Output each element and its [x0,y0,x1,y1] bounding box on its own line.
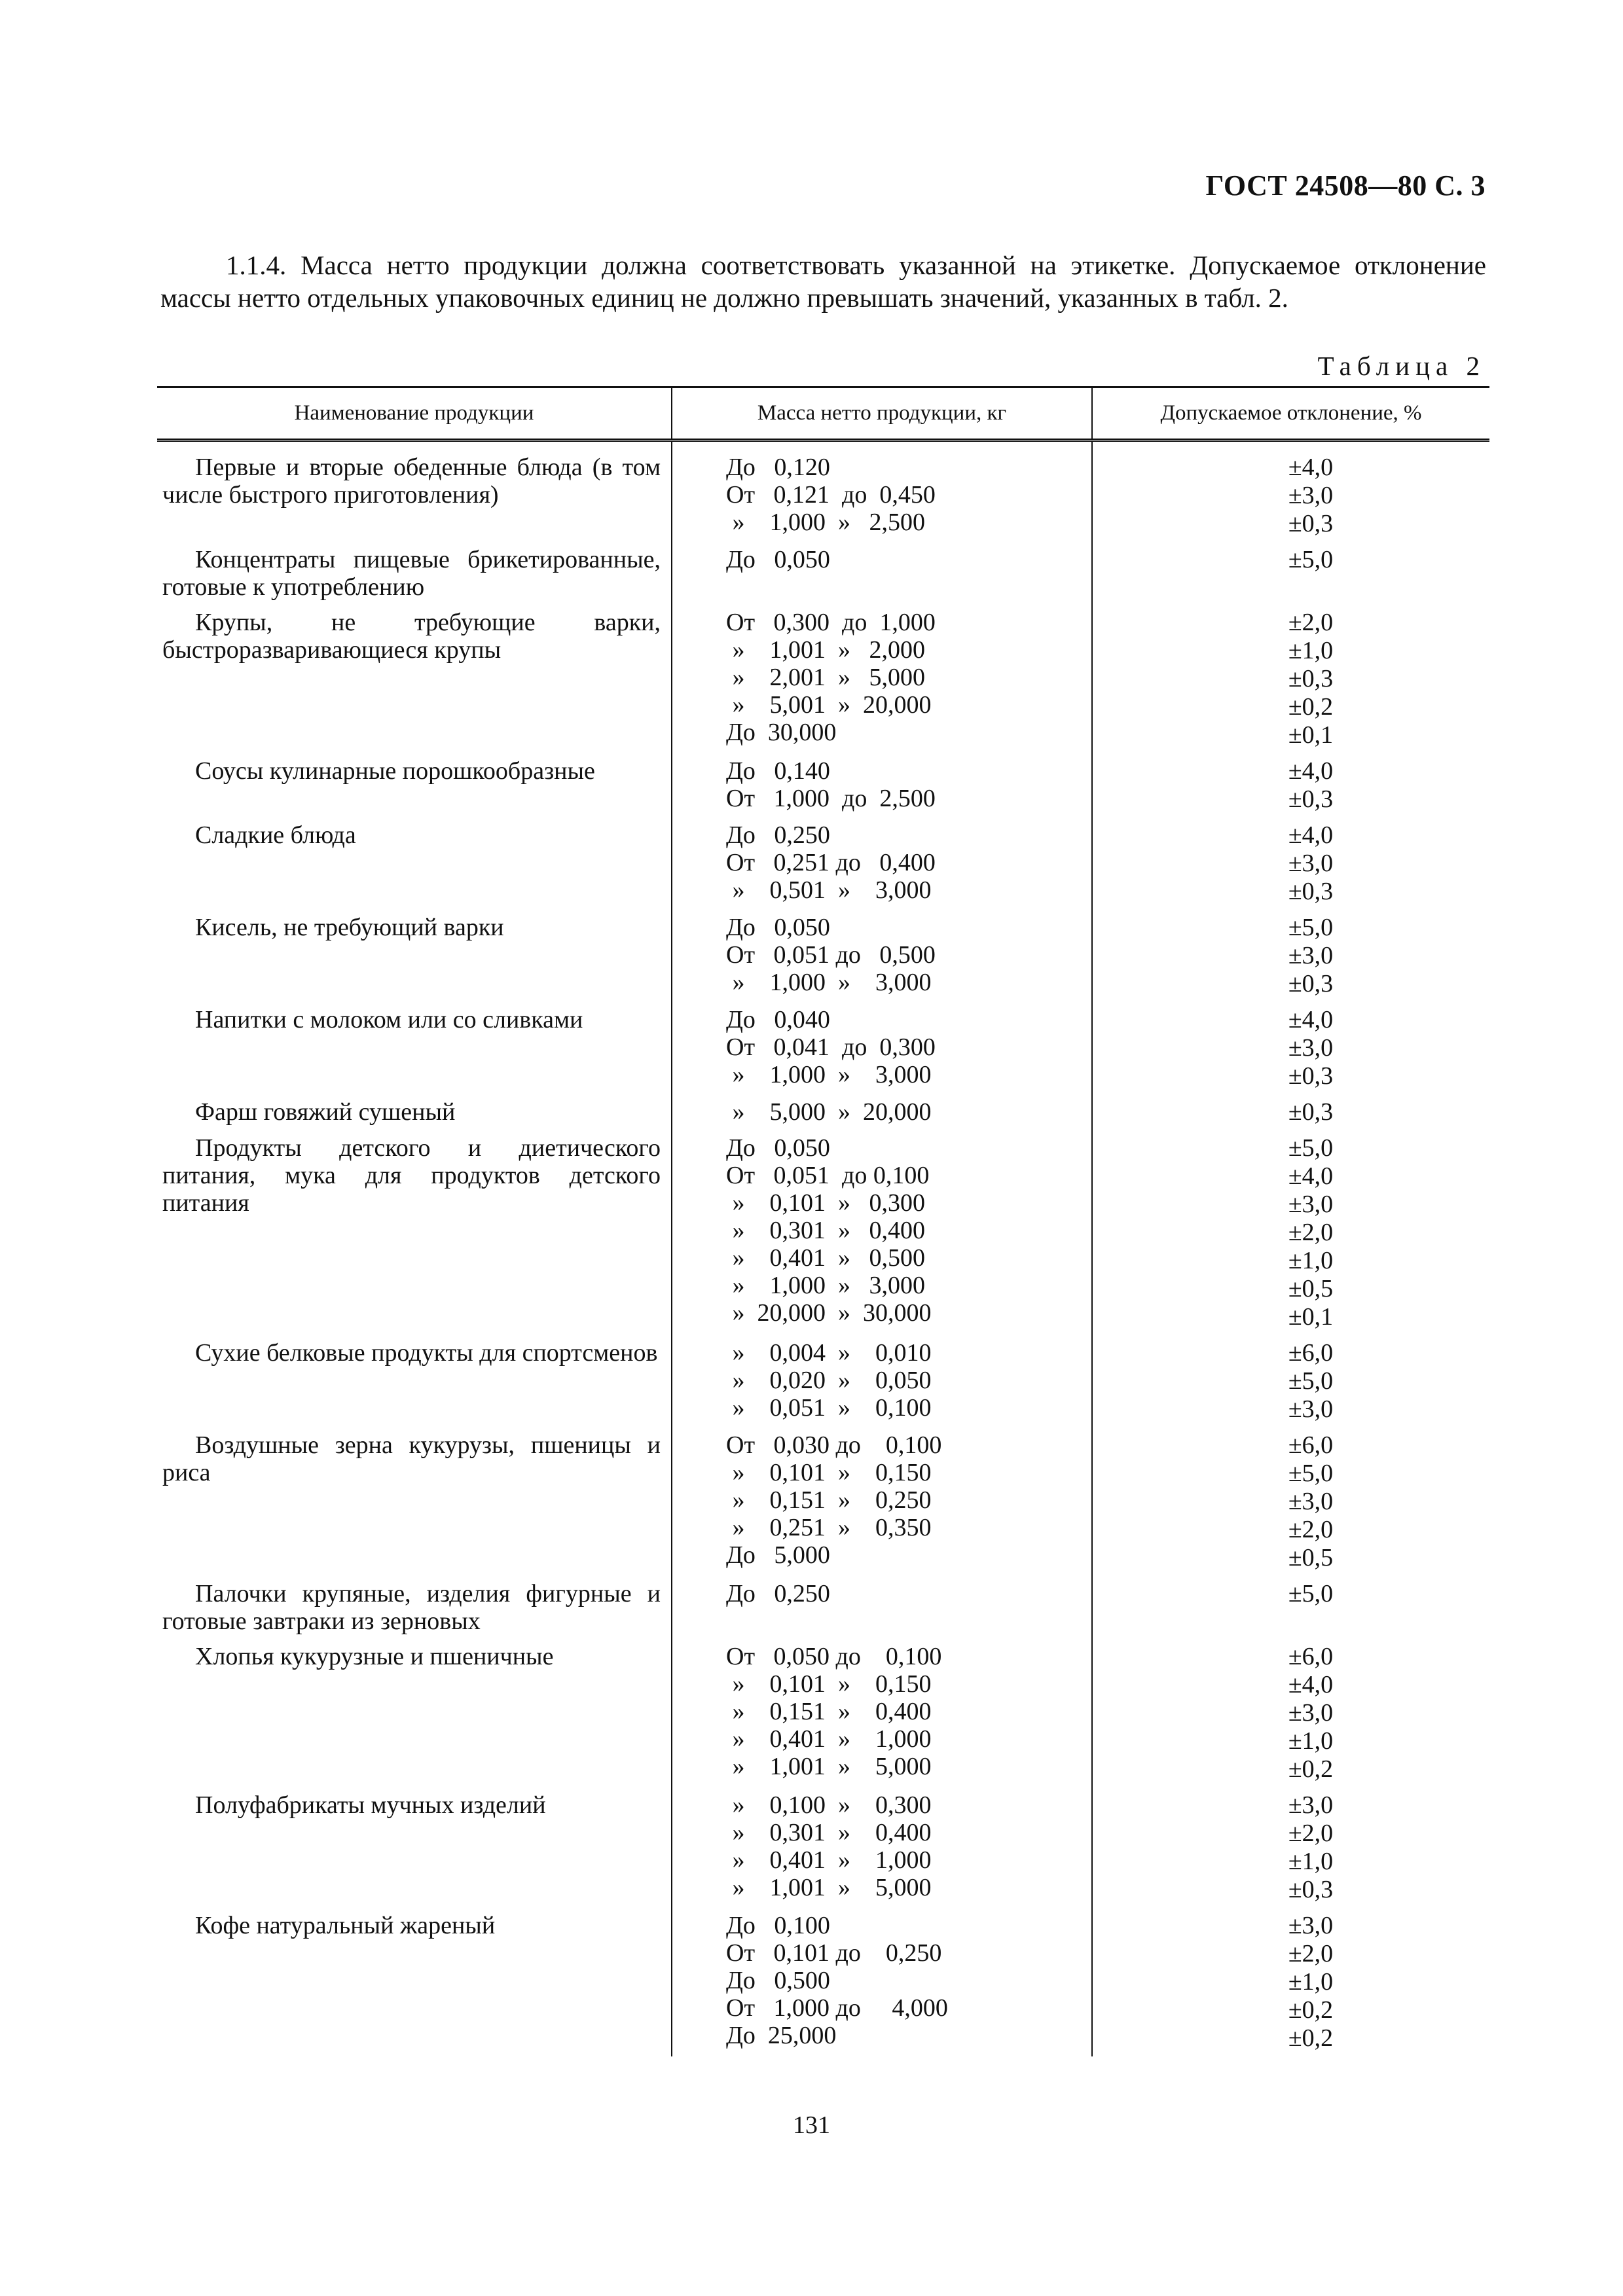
column-header-deviation: Допускаемое отклонение, % [1092,387,1489,440]
mass-cell [672,1094,1092,1130]
deviation-value: ±6,0 [1288,1431,1334,1459]
mass-range: » 0,051 » 0,100 [726,1394,932,1422]
table-row [157,817,1489,910]
product-name-cell: Палочки крупяные, изделия фигурные и готовые завтраки из зерновых [162,1580,661,1635]
deviation-value: ±2,0 [1288,1219,1334,1246]
deviation-value: ±0,1 [1288,721,1334,749]
deviation-value: ±3,0 [1288,1034,1334,1062]
table-caption: Таблица 2 [1317,351,1486,381]
mass-range: » 2,001 » 5,000 [726,664,925,691]
column-header-product: Наименование продукции [157,387,672,440]
product-name-cell: Первые и вторые обеденные блюда (в том числе быстрого приготовления) [162,454,661,509]
table-container [157,386,1489,2056]
mass-range: » 1,000 » 2,500 [726,509,925,536]
mass-range: » 0,151 » 0,400 [726,1698,932,1725]
mass-range: » 5,000 » 20,000 [726,1098,932,1126]
product-name-cell: Продукты детского и диетического питания, мука для продуктов детского питания [162,1134,661,1217]
mass-range: » 0,401 » 1,000 [726,1846,932,1874]
deviation-cell [1092,1335,1489,1427]
product-name-cell: Сухие белковые продукты для спортсменов [195,1339,658,1367]
deviation-value: ±2,0 [1288,609,1334,636]
table-row [157,1427,1489,1576]
deviation-value: ±0,3 [1288,1098,1334,1126]
deviation-value: ±6,0 [1288,1643,1334,1670]
mass-range: От 0,121 до 0,450 [726,481,936,509]
mass-range: До 25,000 [726,2022,837,2049]
mass-range: » 1,001 » 2,000 [726,636,925,664]
deviation-value: ±3,0 [1288,1395,1334,1423]
deviation-value: ±0,3 [1288,878,1334,905]
deviation-value: ±1,0 [1288,1247,1334,1274]
deviation-value: ±5,0 [1288,914,1334,941]
deviation-value: ±0,3 [1288,1876,1334,1903]
mass-cell [672,817,1092,910]
deviation-value: ±5,0 [1288,546,1334,573]
table-row [157,1908,1489,2056]
mass-range: » 0,401 » 0,500 [726,1244,925,1272]
mass-range: » 1,000 » 3,000 [726,1061,932,1088]
deviation-value: ±3,0 [1288,1791,1334,1819]
deviation-cell [1092,605,1489,753]
mass-range: » 0,101 » 0,150 [726,1459,932,1486]
table-head [157,387,1489,440]
deviation-value: ±3,0 [1288,1191,1334,1218]
mass-range: От 0,251 до 0,400 [726,849,936,876]
mass-range: От 0,051 до 0,100 [726,1162,930,1189]
deviation-value: ±4,0 [1288,821,1334,849]
table-body [157,440,1489,2057]
table-row [157,1002,1489,1094]
product-name-cell: Напитки с молоком или со сливками [195,1006,583,1033]
mass-range: До 0,120 [726,454,830,481]
deviation-value: ±1,0 [1288,637,1334,664]
deviation-value: ±0,3 [1288,665,1334,692]
deviation-value: ±4,0 [1288,757,1334,785]
deviation-cell [1092,1908,1489,2056]
table-row [157,440,1489,543]
deviation-value: ±3,0 [1288,942,1334,969]
deviation-value: ±3,0 [1288,1488,1334,1515]
mass-cell [672,1130,1092,1335]
deviation-value: ±0,3 [1288,970,1334,997]
mass-range: До 0,500 [726,1967,830,1994]
deviation-value: ±3,0 [1288,850,1334,877]
deviation-cell [1092,1094,1489,1130]
deviation-value: ±5,0 [1288,1367,1334,1395]
deviation-cell [1092,1427,1489,1576]
deviation-cell [1092,1787,1489,1908]
deviation-cell [1092,910,1489,1002]
mass-range: » 20,000 » 30,000 [726,1299,932,1327]
table-row [157,910,1489,1002]
deviation-cell [1092,1639,1489,1787]
table-row [157,1094,1489,1130]
mass-range: От 0,050 до 0,100 [726,1643,942,1670]
mass-range: До 0,050 [726,546,830,573]
table-row [157,542,1489,605]
deviation-cell [1092,1576,1489,1639]
mass-range: » 0,100 » 0,300 [726,1791,932,1819]
mass-range: От 0,041 до 0,300 [726,1033,936,1061]
mass-cell [672,440,1092,543]
deviation-value: ±5,0 [1288,1460,1334,1487]
mass-range: » 0,020 » 0,050 [726,1367,932,1394]
product-name-cell: Полуфабрикаты мучных изделий [195,1791,546,1819]
product-name-cell: Концентраты пищевые брикетированные, готовые к употреблению [162,546,661,601]
product-name-cell: Кофе натуральный жареный [195,1912,496,1939]
mass-cell [672,753,1092,817]
mass-range: От 0,300 до 1,000 [726,609,936,636]
deviation-value: ±4,0 [1288,1162,1334,1190]
deviation-value: ±0,3 [1288,510,1334,537]
page-number: 131 [793,2111,830,2139]
mass-cell [672,1639,1092,1787]
mass-cell [672,1427,1092,1576]
mass-range: До 5,000 [726,1541,830,1569]
deviation-value: ±3,0 [1288,1912,1334,1939]
mass-cell [672,605,1092,753]
mass-range: От 1,000 до 4,000 [726,1994,948,2022]
deviation-value: ±4,0 [1288,1671,1334,1698]
deviation-cell [1092,1002,1489,1094]
mass-range: » 0,101 » 0,150 [726,1670,932,1698]
mass-range: До 0,140 [726,757,830,785]
mass-cell [672,910,1092,1002]
mass-range: До 0,100 [726,1912,830,1939]
deviation-value: ±3,0 [1288,482,1334,509]
mass-cell [672,1002,1092,1094]
mass-range: До 0,050 [726,1134,830,1162]
deviation-cell [1092,1130,1489,1335]
deviation-value: ±2,0 [1288,1516,1334,1543]
mass-cell [672,1908,1092,2056]
deviation-value: ±3,0 [1288,1699,1334,1727]
table-row [157,753,1489,817]
deviation-value: ±5,0 [1288,1134,1334,1162]
deviation-value: ±6,0 [1288,1339,1334,1367]
deviation-value: ±1,0 [1288,1848,1334,1875]
deviation-value: ±1,0 [1288,1727,1334,1755]
deviation-value: ±2,0 [1288,1940,1334,1967]
product-name-cell: Сладкие блюда [195,821,356,849]
mass-range: До 30,000 [726,719,837,746]
mass-range: » 1,000 » 3,000 [726,1272,925,1299]
mass-range: До 0,250 [726,821,830,849]
mass-range: До 0,050 [726,914,830,941]
mass-range: » 0,004 » 0,010 [726,1339,932,1367]
deviation-value: ±0,3 [1288,1062,1334,1090]
deviation-value: ±0,2 [1288,2024,1334,2052]
table-row [157,1335,1489,1427]
mass-range: От 0,030 до 0,100 [726,1431,942,1459]
mass-range: От 0,101 до 0,250 [726,1939,942,1967]
mass-range: » 0,101 » 0,300 [726,1189,925,1217]
product-name-cell: Крупы, не требующие варки, быстроразваривающиеся крупы [162,609,661,664]
mass-range: От 0,051 до 0,500 [726,941,936,969]
deviation-value: ±0,2 [1288,1755,1334,1783]
deviation-cell [1092,753,1489,817]
deviation-cell [1092,542,1489,605]
mass-range: » 0,401 » 1,000 [726,1725,932,1753]
mass-cell [672,1787,1092,1908]
mass-range: » 0,151 » 0,250 [726,1486,932,1514]
mass-range: » 0,301 » 0,400 [726,1819,932,1846]
deviation-value: ±0,3 [1288,785,1334,813]
product-name-cell: Кисель, не требующий варки [195,914,504,941]
mass-range: До 0,040 [726,1006,830,1033]
deviation-value: ±0,5 [1288,1544,1334,1571]
deviation-value: ±0,5 [1288,1275,1334,1302]
mass-cell [672,1335,1092,1427]
deviation-value: ±0,1 [1288,1303,1334,1331]
mass-range: » 0,251 » 0,350 [726,1514,932,1541]
mass-range: » 5,001 » 20,000 [726,691,932,719]
table-row [157,605,1489,753]
deviation-value: ±4,0 [1288,454,1334,481]
mass-range: » 0,501 » 3,000 [726,876,932,904]
column-header-mass: Масса нетто продукции, кг [672,387,1092,440]
table-row [157,1576,1489,1639]
deviation-cell [1092,817,1489,910]
table-row [157,1639,1489,1787]
mass-deviation-table [157,386,1489,2056]
deviation-value: ±5,0 [1288,1580,1334,1607]
deviation-value: ±2,0 [1288,1820,1334,1847]
mass-cell [672,1576,1092,1639]
table-row [157,1130,1489,1335]
deviation-value: ±0,2 [1288,1996,1334,2024]
deviation-value: ±0,2 [1288,693,1334,721]
mass-range: » 1,001 » 5,000 [726,1874,932,1901]
mass-cell [672,542,1092,605]
product-name-cell: Соусы кулинарные порошкообразные [195,757,595,785]
product-name-cell: Хлопья кукурузные и пшеничные [195,1643,554,1670]
mass-range: » 0,301 » 0,400 [726,1217,925,1244]
product-name-cell: Фарш говяжий сушеный [195,1098,456,1126]
deviation-cell [1092,440,1489,543]
mass-range: До 0,250 [726,1580,830,1607]
intro-paragraph: 1.1.4. Масса нетто продукции должна соответствовать указанной на этикетке. Допускаемое отклонение массы нетто отдельных упаковочных единиц не должно превышать значений, указанных в табл. 2. [160,250,1486,313]
table-row [157,1787,1489,1908]
product-name-cell: Воздушные зерна кукурузы, пшеницы и риса [162,1431,661,1486]
mass-range: » 1,000 » 3,000 [726,969,932,996]
deviation-value: ±1,0 [1288,1968,1334,1996]
mass-range: » 1,001 » 5,000 [726,1753,932,1780]
page-header: ГОСТ 24508—80 С. 3 [1205,170,1486,202]
deviation-value: ±4,0 [1288,1006,1334,1033]
mass-range: От 1,000 до 2,500 [726,785,936,812]
